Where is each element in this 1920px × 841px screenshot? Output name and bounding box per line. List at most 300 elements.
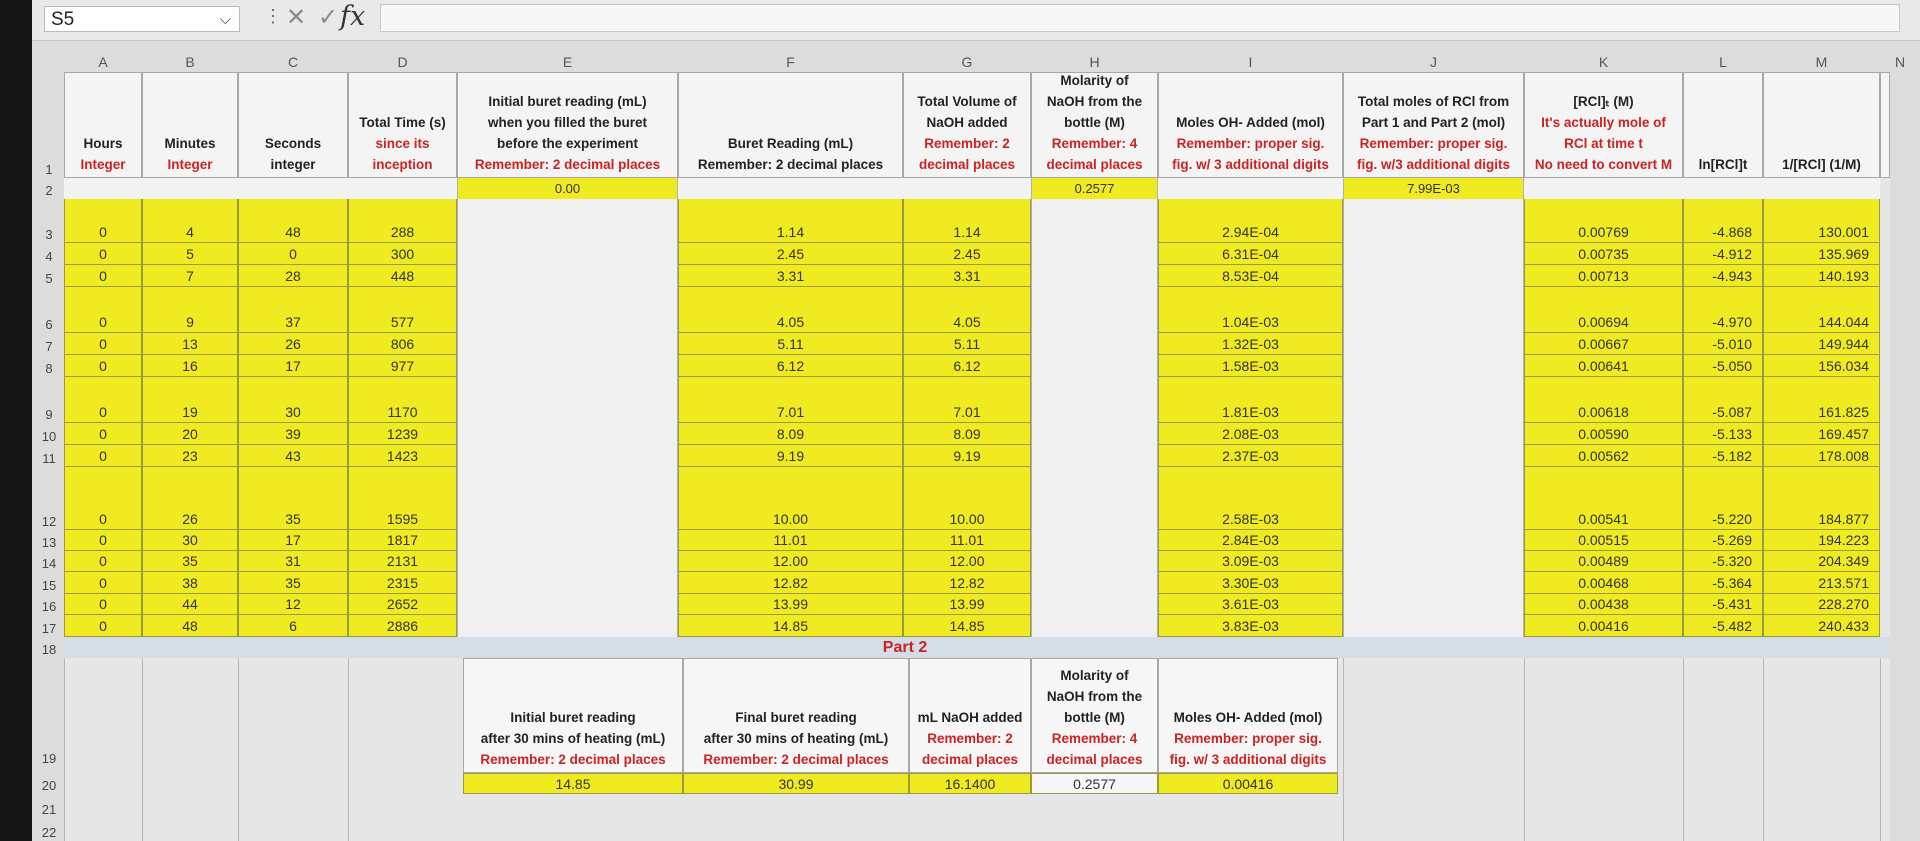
cell-d4[interactable]: 300 [348, 243, 457, 265]
cell-i13[interactable]: 2.84E-03 [1158, 530, 1343, 551]
column-h-empty-region [1031, 199, 1158, 637]
header-a [64, 72, 142, 178]
header-e-line2: when you filled the buret [487, 115, 647, 130]
cell-i4[interactable]: 6.31E-04 [1158, 243, 1343, 265]
cell-g17[interactable]: 14.85 [903, 615, 1031, 637]
cell-i8[interactable]: 1.58E-03 [1158, 355, 1343, 377]
cell-j2[interactable]: 7.99E-03 [1343, 178, 1524, 199]
cell-i3[interactable]: 2.94E-04 [1158, 222, 1343, 243]
cell-l6[interactable]: -4.970 [1683, 311, 1763, 333]
part2-value-e[interactable]: 14.85 [463, 773, 683, 794]
cell-b7[interactable]: 13 [142, 333, 238, 355]
row-header-1[interactable]: 1 [45, 162, 53, 177]
header-d-line2: since its [375, 136, 430, 151]
part2-header-i-line1: Moles OH- Added (mol) [1173, 710, 1323, 725]
column-header-h[interactable]: H [1089, 54, 1100, 70]
cell-f16[interactable]: 13.99 [678, 594, 903, 615]
header-m [1763, 72, 1880, 178]
part2-header-h-line2: NaOH from the [1046, 689, 1143, 704]
part2-header-f-line3: Remember: 2 decimal places [703, 752, 889, 767]
cell-m14[interactable]: 204.349 [1763, 551, 1880, 572]
row-header-15[interactable]: 15 [41, 578, 57, 593]
cell-d10[interactable]: 1239 [348, 423, 457, 445]
cell-b6[interactable]: 9 [142, 311, 238, 333]
cell-m17[interactable]: 240.433 [1763, 615, 1880, 637]
column-header-b[interactable]: B [185, 54, 195, 70]
cell-g7[interactable]: 5.11 [903, 333, 1031, 355]
cell-l10[interactable]: -5.133 [1683, 423, 1763, 445]
cell-i6[interactable]: 1.04E-03 [1158, 311, 1343, 333]
cell-b15[interactable]: 38 [142, 572, 238, 594]
cell-c12[interactable]: 35 [238, 508, 348, 530]
part2-header-e-line2: after 30 mins of heating (mL) [480, 731, 666, 746]
cell-m3[interactable]: 130.001 [1763, 222, 1880, 243]
header-f-line2: Remember: 2 decimal places [697, 157, 884, 172]
header-j-line2: Part 1 and Part 2 (mol) [1361, 115, 1506, 130]
cell-d17[interactable]: 2886 [348, 615, 457, 637]
cell-a9[interactable]: 0 [64, 401, 142, 423]
header-m-line1: 1/[RCl] (1/M) [1782, 157, 1861, 172]
header-g-line4: decimal places [918, 157, 1016, 172]
row-header-21[interactable]: 21 [41, 802, 57, 817]
row-header-3[interactable]: 3 [45, 227, 53, 242]
cell-l17[interactable]: -5.482 [1683, 615, 1763, 637]
cell-l2[interactable] [1683, 178, 1763, 199]
part2-header-f-line2: after 30 mins of heating (mL) [703, 731, 889, 746]
cell-i7[interactable]: 1.32E-03 [1158, 333, 1343, 355]
cell-m9[interactable]: 161.825 [1763, 401, 1880, 423]
cell-f15[interactable]: 12.82 [678, 572, 903, 594]
part2-header-h-line4: Remember: 4 [1051, 731, 1138, 746]
header-k-line1: [RCl]ₜ (M) [1573, 94, 1634, 109]
cell-d15[interactable]: 2315 [348, 572, 457, 594]
cell-b2[interactable] [142, 178, 238, 199]
header-f-line1: Buret Reading (mL) [727, 136, 854, 151]
cell-c8[interactable]: 17 [238, 355, 348, 377]
cell-g2[interactable] [903, 178, 1031, 199]
cell-c9[interactable]: 30 [238, 401, 348, 423]
cell-c13[interactable]: 17 [238, 530, 348, 551]
cell-m12[interactable]: 184.877 [1763, 508, 1880, 530]
part2-header-h-line3: bottle (M) [1064, 710, 1125, 725]
row-header-9[interactable]: 9 [45, 407, 53, 422]
header-a-line1: Hours [83, 136, 123, 151]
header-f [678, 72, 903, 178]
cell-b8[interactable]: 16 [142, 355, 238, 377]
cell-f17[interactable]: 14.85 [678, 615, 903, 637]
cell-f9[interactable]: 7.01 [678, 401, 903, 423]
column-header-k[interactable]: K [1598, 54, 1609, 70]
cell-k16[interactable]: 0.00438 [1524, 594, 1683, 615]
cell-i10[interactable]: 2.08E-03 [1158, 423, 1343, 445]
part2-header-f-line1: Final buret reading [735, 710, 857, 725]
part2-header-g [909, 658, 1031, 773]
column-header-g[interactable]: G [961, 54, 973, 70]
cell-g16[interactable]: 13.99 [903, 594, 1031, 615]
cell-g6[interactable]: 4.05 [903, 311, 1031, 333]
gridline-vertical [142, 658, 143, 841]
header-k-line3: RCl at time t [1564, 136, 1643, 151]
cell-l11[interactable]: -5.182 [1683, 445, 1763, 467]
column-header-d[interactable]: D [397, 54, 408, 70]
cell-k2[interactable] [1524, 178, 1683, 199]
cell-m16[interactable]: 228.270 [1763, 594, 1880, 615]
column-header-n[interactable]: N [1894, 54, 1906, 70]
cell-g13[interactable]: 11.01 [903, 530, 1031, 551]
header-e-line4: Remember: 2 decimal places [474, 157, 661, 172]
cell-g5[interactable]: 3.31 [903, 265, 1031, 287]
cell-a17[interactable]: 0 [64, 615, 142, 637]
cell-d16[interactable]: 2652 [348, 594, 457, 615]
cell-i12[interactable]: 2.58E-03 [1158, 508, 1343, 530]
part2-banner-row [64, 637, 1890, 658]
column-e-empty-region [457, 199, 678, 637]
cell-g4[interactable]: 2.45 [903, 243, 1031, 265]
cell-b13[interactable]: 30 [142, 530, 238, 551]
header-e-line3: before the experiment [496, 136, 639, 151]
chevron-down-icon[interactable]: ⌵ [219, 11, 231, 28]
header-i [1158, 72, 1343, 178]
cell-g8[interactable]: 6.12 [903, 355, 1031, 377]
header-j-line1: Total moles of RCl from [1357, 94, 1510, 109]
part2-header-i [1158, 658, 1338, 773]
row-header-6[interactable]: 6 [45, 317, 53, 332]
cell-l14[interactable]: -5.320 [1683, 551, 1763, 572]
cell-m7[interactable]: 149.944 [1763, 333, 1880, 355]
cell-d6[interactable]: 577 [348, 311, 457, 333]
row-header-2[interactable]: 2 [45, 183, 53, 198]
name-box-value: S5 [51, 9, 75, 30]
column-header-c[interactable]: C [287, 54, 299, 70]
row-header-8[interactable]: 8 [45, 361, 53, 376]
header-h-line2: NaOH from the [1046, 94, 1143, 109]
header-h-line1: Molarity of [1060, 73, 1129, 88]
part2-header-f [683, 658, 909, 773]
cell-d11[interactable]: 1423 [348, 445, 457, 467]
cell-i14[interactable]: 3.09E-03 [1158, 551, 1343, 572]
cell-b12[interactable]: 26 [142, 508, 238, 530]
cell-f7[interactable]: 5.11 [678, 333, 903, 355]
cell-g3[interactable]: 1.14 [903, 222, 1031, 243]
cell-c16[interactable]: 12 [238, 594, 348, 615]
cell-c10[interactable]: 39 [238, 423, 348, 445]
part2-header-h-line5: decimal places [1046, 752, 1143, 767]
cell-a4[interactable]: 0 [64, 243, 142, 265]
more-options-icon[interactable]: ⋮ [264, 6, 282, 26]
cell-b17[interactable]: 48 [142, 615, 238, 637]
cell-c4[interactable]: 0 [238, 243, 348, 265]
cell-i16[interactable]: 3.61E-03 [1158, 594, 1343, 615]
cell-f3[interactable]: 1.14 [678, 222, 903, 243]
cell-k10[interactable]: 0.00590 [1524, 423, 1683, 445]
header-h-line4: Remember: 4 [1051, 136, 1138, 151]
insert-function-icon[interactable]: fx [340, 1, 366, 32]
header-g-line3: Remember: 2 [924, 136, 1010, 151]
cell-a6[interactable]: 0 [64, 311, 142, 333]
header-g-line1: Total Volume of [917, 94, 1017, 109]
header-h [1031, 72, 1158, 178]
cell-a11[interactable]: 0 [64, 445, 142, 467]
row-header-17[interactable]: 17 [41, 621, 57, 636]
row-header-18[interactable]: 18 [41, 642, 57, 657]
cell-c5[interactable]: 28 [238, 265, 348, 287]
cell-a16[interactable]: 0 [64, 594, 142, 615]
part2-header-i-line3: fig. w/ 3 additional digits [1169, 752, 1327, 767]
header-i-line2: Remember: proper sig. [1176, 136, 1325, 151]
header-l [1683, 72, 1763, 178]
part2-header-e-line1: Initial buret reading [510, 710, 636, 725]
cell-g9[interactable]: 7.01 [903, 401, 1031, 423]
gridline-vertical [348, 658, 349, 841]
cell-m8[interactable]: 156.034 [1763, 355, 1880, 377]
enter-check-icon[interactable]: ✓ [318, 4, 339, 31]
header-a-line2: Integer [80, 157, 126, 172]
part2-header-e-line3: Remember: 2 decimal places [480, 752, 666, 767]
header-l-line1: ln[RCl]t [1698, 157, 1748, 172]
cell-f2[interactable] [678, 178, 903, 199]
cell-k9[interactable]: 0.00618 [1524, 401, 1683, 423]
cell-a7[interactable]: 0 [64, 333, 142, 355]
cell-i9[interactable]: 1.81E-03 [1158, 401, 1343, 423]
row-header-13[interactable]: 13 [41, 535, 57, 550]
cancel-icon[interactable]: ✕ [286, 4, 307, 31]
part2-header-e [463, 658, 683, 773]
cell-k15[interactable]: 0.00468 [1524, 572, 1683, 594]
cell-g14[interactable]: 12.00 [903, 551, 1031, 572]
cell-l5[interactable]: -4.943 [1683, 265, 1763, 287]
header-k [1524, 72, 1683, 178]
cell-b11[interactable]: 23 [142, 445, 238, 467]
cell-m2[interactable] [1763, 178, 1880, 199]
cell-e2[interactable]: 0.00 [457, 178, 678, 199]
row-header-12[interactable]: 12 [41, 514, 57, 529]
header-e [457, 72, 678, 178]
header-b-line2: Integer [167, 157, 213, 172]
gridline-vertical [1880, 658, 1881, 841]
row-header-20[interactable]: 20 [41, 778, 57, 793]
cell-a3[interactable]: 0 [64, 222, 142, 243]
part2-value-i[interactable]: 0.00416 [1158, 773, 1338, 794]
cell-g15[interactable]: 12.82 [903, 572, 1031, 594]
header-n [1880, 72, 1890, 178]
name-box[interactable] [44, 6, 240, 32]
cell-a14[interactable]: 0 [64, 551, 142, 572]
gridline-vertical [1763, 658, 1764, 841]
cell-i17[interactable]: 3.83E-03 [1158, 615, 1343, 637]
cell-f14[interactable]: 12.00 [678, 551, 903, 572]
cell-b16[interactable]: 44 [142, 594, 238, 615]
cell-m13[interactable]: 194.223 [1763, 530, 1880, 551]
cell-a2[interactable] [64, 178, 142, 199]
cell-i11[interactable]: 2.37E-03 [1158, 445, 1343, 467]
part2-header-g-line3: decimal places [921, 752, 1019, 767]
cell-f8[interactable]: 6.12 [678, 355, 903, 377]
header-d [348, 72, 457, 178]
cell-m11[interactable]: 178.008 [1763, 445, 1880, 467]
cell-l9[interactable]: -5.087 [1683, 401, 1763, 423]
cell-f10[interactable]: 8.09 [678, 423, 903, 445]
cell-f5[interactable]: 3.31 [678, 265, 903, 287]
row-header-11[interactable]: 11 [42, 451, 56, 466]
part2-header-g-line2: Remember: 2 [927, 731, 1013, 746]
gridline-vertical [64, 658, 65, 841]
cell-m6[interactable]: 144.044 [1763, 311, 1880, 333]
header-k-line2: It's actually mole of [1541, 115, 1666, 130]
cell-b9[interactable]: 19 [142, 401, 238, 423]
row-header-14[interactable]: 14 [41, 556, 57, 571]
cell-f11[interactable]: 9.19 [678, 445, 903, 467]
formula-bar [32, 0, 1920, 41]
column-header-i[interactable]: I [1248, 54, 1253, 70]
cell-l13[interactable]: -5.269 [1683, 530, 1763, 551]
cell-f6[interactable]: 4.05 [678, 311, 903, 333]
cell-c6[interactable]: 37 [238, 311, 348, 333]
cell-l16[interactable]: -5.431 [1683, 594, 1763, 615]
column-header-f[interactable]: F [786, 54, 795, 70]
cell-c3[interactable]: 48 [238, 222, 348, 243]
cell-h2[interactable]: 0.2577 [1031, 178, 1158, 199]
cell-a15[interactable]: 0 [64, 572, 142, 594]
cell-c15[interactable]: 35 [238, 572, 348, 594]
row-header-4[interactable]: 4 [45, 249, 53, 264]
column-header-m[interactable]: M [1815, 54, 1828, 70]
header-g-line2: NaOH added [926, 115, 1008, 130]
gridline-vertical [1683, 658, 1684, 841]
cell-k7[interactable]: 0.00667 [1524, 333, 1683, 355]
cell-k8[interactable]: 0.00641 [1524, 355, 1683, 377]
cell-l4[interactable]: -4.912 [1683, 243, 1763, 265]
dark-left-edge [0, 0, 32, 841]
cell-k6[interactable]: 0.00694 [1524, 311, 1683, 333]
cell-k14[interactable]: 0.00489 [1524, 551, 1683, 572]
header-j-line4: fig. w/3 additional digits [1356, 157, 1510, 172]
cell-m5[interactable]: 140.193 [1763, 265, 1880, 287]
header-d-line3: inception [372, 157, 433, 172]
header-i-line1: Moles OH- Added (mol) [1176, 115, 1325, 130]
row-header-7[interactable]: 7 [45, 339, 53, 354]
header-h-line3: bottle (M) [1064, 115, 1125, 130]
row-header-22[interactable]: 22 [41, 825, 57, 840]
cell-b10[interactable]: 20 [142, 423, 238, 445]
cell-d7[interactable]: 806 [348, 333, 457, 355]
cell-l8[interactable]: -5.050 [1683, 355, 1763, 377]
part2-header-i-line2: Remember: proper sig. [1174, 731, 1322, 746]
cell-l12[interactable]: -5.220 [1683, 508, 1763, 530]
cell-m10[interactable]: 169.457 [1763, 423, 1880, 445]
header-b [142, 72, 238, 178]
cell-l15[interactable]: -5.364 [1683, 572, 1763, 594]
header-c-line1: Seconds [264, 136, 322, 151]
cell-i15[interactable]: 3.30E-03 [1158, 572, 1343, 594]
cell-k11[interactable]: 0.00562 [1524, 445, 1683, 467]
cell-a10[interactable]: 0 [64, 423, 142, 445]
cell-c11[interactable]: 43 [238, 445, 348, 467]
cell-a5[interactable]: 0 [64, 265, 142, 287]
cell-d13[interactable]: 1817 [348, 530, 457, 551]
column-header-a[interactable]: A [98, 54, 108, 70]
cell-d8[interactable]: 977 [348, 355, 457, 377]
cell-d12[interactable]: 1595 [348, 508, 457, 530]
cell-g10[interactable]: 8.09 [903, 423, 1031, 445]
cell-b4[interactable]: 5 [142, 243, 238, 265]
row-header-19[interactable]: 19 [41, 751, 57, 766]
header-g [903, 72, 1031, 178]
header-e-line1: Initial buret reading (mL) [488, 94, 647, 109]
header-k-line4: No need to convert M [1534, 157, 1673, 172]
part2-header-g-line1: mL NaOH added [917, 710, 1023, 725]
cell-k13[interactable]: 0.00515 [1524, 530, 1683, 551]
row-header-10[interactable]: 10 [41, 429, 57, 444]
cell-k5[interactable]: 0.00713 [1524, 265, 1683, 287]
cell-k3[interactable]: 0.00769 [1524, 222, 1683, 243]
cell-b5[interactable]: 7 [142, 265, 238, 287]
cell-b3[interactable]: 4 [142, 222, 238, 243]
column-header-l[interactable]: L [1719, 54, 1727, 70]
header-i-line3: fig. w/ 3 additional digits [1172, 157, 1329, 172]
cell-b14[interactable]: 35 [142, 551, 238, 572]
cell-a13[interactable]: 0 [64, 530, 142, 551]
cell-c14[interactable]: 31 [238, 551, 348, 572]
part2-value-g[interactable]: 16.1400 [909, 773, 1031, 794]
cell-f4[interactable]: 2.45 [678, 243, 903, 265]
cell-d14[interactable]: 2131 [348, 551, 457, 572]
cell-a8[interactable]: 0 [64, 355, 142, 377]
cell-f12[interactable]: 10.00 [678, 508, 903, 530]
cell-d5[interactable]: 448 [348, 265, 457, 287]
gridline-vertical [1524, 658, 1525, 841]
cell-g11[interactable]: 9.19 [903, 445, 1031, 467]
column-j-empty-region [1343, 199, 1524, 637]
column-header-j[interactable]: J [1430, 54, 1437, 70]
cell-k17[interactable]: 0.00416 [1524, 615, 1683, 637]
cell-d2[interactable] [348, 178, 457, 199]
cell-m4[interactable]: 135.969 [1763, 243, 1880, 265]
header-c [238, 72, 348, 178]
column-header-e[interactable]: E [562, 54, 573, 70]
header-j-line3: Remember: proper sig. [1359, 136, 1508, 151]
header-c-line2: integer [270, 157, 316, 172]
cell-k4[interactable]: 0.00735 [1524, 243, 1683, 265]
header-d-line1: Total Time (s) [359, 115, 446, 130]
header-j [1343, 72, 1524, 178]
cell-c7[interactable]: 26 [238, 333, 348, 355]
cell-m15[interactable]: 213.571 [1763, 572, 1880, 594]
header-h-line5: decimal places [1046, 157, 1143, 172]
cell-f13[interactable]: 11.01 [678, 530, 903, 551]
cell-l7[interactable]: -5.010 [1683, 333, 1763, 355]
formula-input[interactable] [380, 4, 1900, 32]
part2-value-f[interactable]: 30.99 [683, 773, 909, 794]
cell-l3[interactable]: -4.868 [1683, 222, 1763, 243]
cell-a12[interactable]: 0 [64, 508, 142, 530]
part2-header-h-line1: Molarity of [1060, 668, 1129, 683]
cell-d3[interactable]: 288 [348, 222, 457, 243]
cell-c17[interactable]: 6 [238, 615, 348, 637]
row-header-16[interactable]: 16 [41, 599, 57, 614]
cell-k12[interactable]: 0.00541 [1524, 508, 1683, 530]
row-header-5[interactable]: 5 [45, 271, 53, 286]
cell-g12[interactable]: 10.00 [903, 508, 1031, 530]
part2-header-h [1031, 658, 1158, 773]
cell-i5[interactable]: 8.53E-04 [1158, 265, 1343, 287]
part2-value-h[interactable]: 0.2577 [1031, 773, 1158, 794]
gridline-vertical [1343, 658, 1344, 841]
part2-banner-label: Part 2 [882, 639, 928, 656]
gridline-vertical [238, 658, 239, 841]
cell-i2[interactable] [1158, 178, 1343, 199]
cell-d9[interactable]: 1170 [348, 401, 457, 423]
cell-c2[interactable] [238, 178, 348, 199]
